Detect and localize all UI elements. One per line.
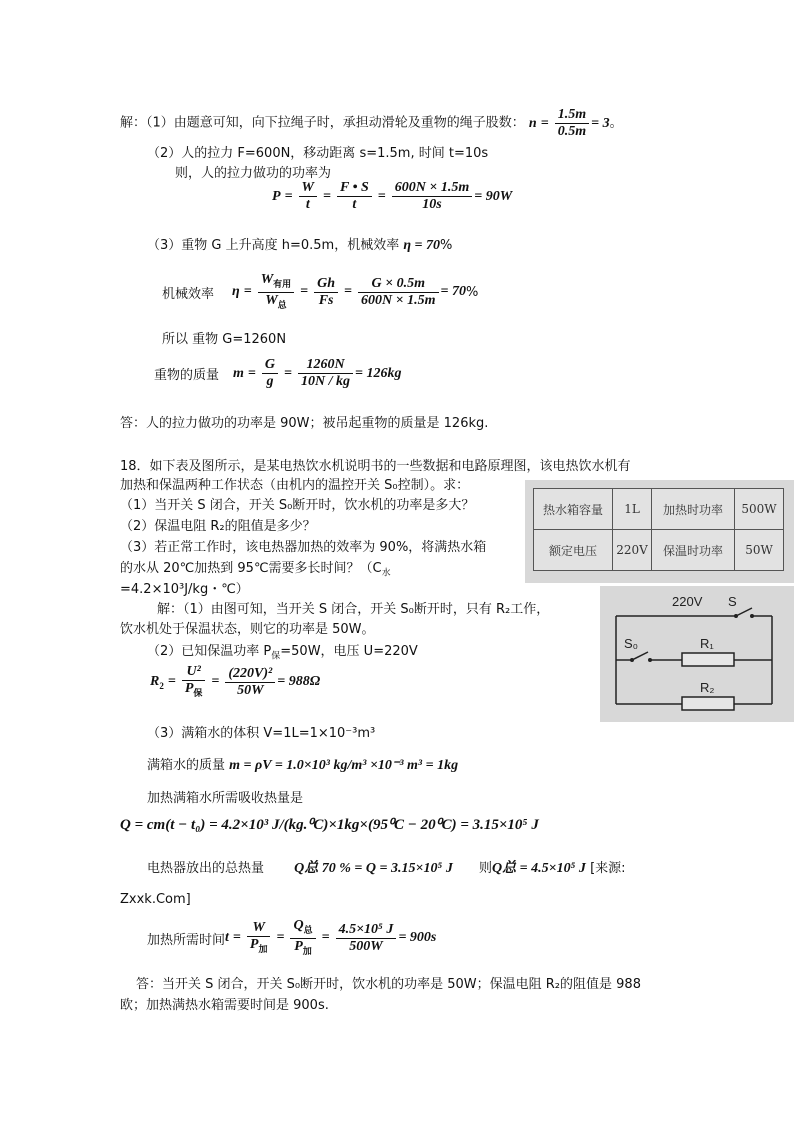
table-cell: 50W — [735, 530, 784, 571]
q18-answer-line1: 答：当开关 S 闭合，开关 S₀断开时，饮水机的功率是 50W；保温电阻 R₂的阻值是 988 — [136, 977, 641, 992]
time-equation: t = $\frac{W}{P_加}$ = $\frac{Q_总}{P_加}$ = $\frac{\text{4.5×10⁵ J}}{500W}$ = 900s — [225, 918, 437, 956]
rope-count-equation: n = $\frac{1.5m}{0.5m}$ = 3 — [528, 107, 610, 139]
table-row — [534, 530, 784, 571]
efficiency-equation: η = $\frac{W_{有用}}{W_总}$ = $\frac{Gh}{Fs}$ = $\frac{G \times 0.5m}{600N \times 1.5m}$ = 70 — [232, 272, 466, 310]
mass-line: 重物的质量 m = $\frac{G}{g}$ = $\frac{1260N}{10N / kg}$ = 126kg — [154, 357, 402, 389]
table-cell: 额定电压 — [534, 530, 613, 571]
r2-equation: $R_2$ = $\frac{\text{U²}}{P_保}$ = $\frac{\text{(220V)²}}{50W}$ = 988Ω — [150, 664, 321, 698]
table-cell: 500W — [735, 489, 784, 530]
spec-table-photo — [525, 480, 794, 583]
switch-s-blade — [736, 608, 752, 616]
sol17-so: 所以 重物 G=1260N — [162, 332, 287, 347]
sol17-answer: 答：人的拉力做功的功率是 90W；被吊起重物的质量是 126kg. — [120, 416, 489, 431]
sol17-line1: 解：（1）由题意可知，向下拉绳子时，承担动滑轮及重物的绳子股数： n = $\frac{1.5m}{0.5m}$ = 3 。 — [120, 107, 623, 139]
q18-sol-line4: （3）满箱水的体积 V=1L=1×10⁻³m³ — [147, 726, 376, 741]
q18-line1: 18．如下表及图所示，是某电热饮水机说明书的一些数据和电路原理图，该电热饮水机有 — [120, 459, 631, 474]
q18-sol-line3: （2）已知保温功率 $P_保=50W$，电压 U=220V — [147, 644, 418, 662]
time-line: 加热所需时间 t = $\frac{W}{P_加}$ = $\frac{Q_总}{P_加}$ = $\frac{\text{4.5×10⁵ J}}{500W}$ = 900s — [147, 918, 436, 959]
table-cell: 热水箱容量 — [534, 489, 613, 530]
power-equation: P = $\frac{W}{t}$ = $\frac{F • S}{t}$ = $\frac{600N \times 1.5m}{10s}$ = 90W — [272, 180, 513, 212]
switch-s0-label: S₀ — [624, 636, 639, 651]
efficiency-line: 机械效率 η = $\frac{W_{有用}}{W_总}$ = $\frac{Gh}{Fs}$ = $\frac{G \times 0.5m}{600N \times 1.5m}$ = 70 % — [162, 272, 478, 313]
q18-line6: 的水从 20℃加热到 95℃需要多长时间？（$C_水$ — [120, 561, 391, 579]
table-row — [534, 489, 784, 530]
circuit-diagram-photo — [600, 586, 794, 722]
r2-resistor — [682, 697, 734, 710]
q18-sol-line2: 饮水机处于保温状态，则它的功率是 50W。 — [120, 622, 375, 637]
table-cell: 加热时功率 — [652, 489, 735, 530]
sol17-line4: （3）重物 G 上升高度 h=0.5m，机械效率 η = 70% — [147, 238, 453, 253]
r2-label: R₂ — [700, 680, 715, 695]
q18-line3: （1）当开关 S 闭合，开关 S₀断开时，饮水机的功率是多大？ — [120, 498, 475, 513]
table-cell: 保温时功率 — [652, 530, 735, 571]
switch-s-label: S — [728, 594, 737, 609]
heat-equation: Q = cm(t − t₀) = 4.2×10³ J/(kg.⁰C)×1kg×(95⁰C − 20⁰C) = 3.15×10⁵ J — [120, 817, 539, 833]
mass-equation: m = $\frac{G}{g}$ = $\frac{1260N}{10N / kg}$ = 126kg — [233, 357, 402, 389]
q18-line2: 加热和保温两种工作状态（由机内的温控开关 S₀控制）。求： — [120, 478, 470, 493]
spec-table — [533, 488, 784, 571]
circuit-diagram — [600, 586, 794, 722]
sol17-line3: 则，人的拉力做功的功率为 — [175, 166, 332, 181]
r1-resistor — [682, 653, 734, 666]
q18-line5: （3）若正常工作时，该电热器加热的效率为 90%，将满热水箱 — [120, 540, 487, 555]
sol17-line2: （2）人的拉力 F=600N，移动距离 s=1.5m, 时间 t=10s — [147, 146, 489, 161]
q18-sol-line1: 解：（1）由图可知，当开关 S 闭合，开关 S₀断开时，只有 R₂工作， — [157, 602, 550, 617]
q18-line7: =4.2×10³J/kg・℃） — [120, 582, 249, 597]
voltage-label: 220V — [672, 594, 703, 609]
q18-sol-line5: 满箱水的质量 m = ρV = 1.0×10³ kg/m³ ×10⁻³ m³ = 1kg — [147, 758, 459, 773]
q18-sol-line7: 电热器放出的总热量 Q总 70 % = Q = 3.15×10⁵ J 则Q总 = 4.5×10⁵ J [来源: — [147, 861, 626, 876]
r1-label: R₁ — [700, 636, 714, 651]
q18-answer-line2: 欧；加热满热水箱需要时间是 900s. — [120, 998, 329, 1013]
q18-sol-line6: 加热满箱水所需吸收热量是 — [147, 791, 304, 806]
switch-s0-blade — [632, 652, 648, 660]
table-cell: 1L — [613, 489, 652, 530]
q18-line4: （2）保温电阻 R₂的阻值是多少？ — [120, 519, 316, 534]
table-cell: 220V — [613, 530, 652, 571]
q18-sol-line8: Zxxk.Com] — [120, 892, 191, 907]
